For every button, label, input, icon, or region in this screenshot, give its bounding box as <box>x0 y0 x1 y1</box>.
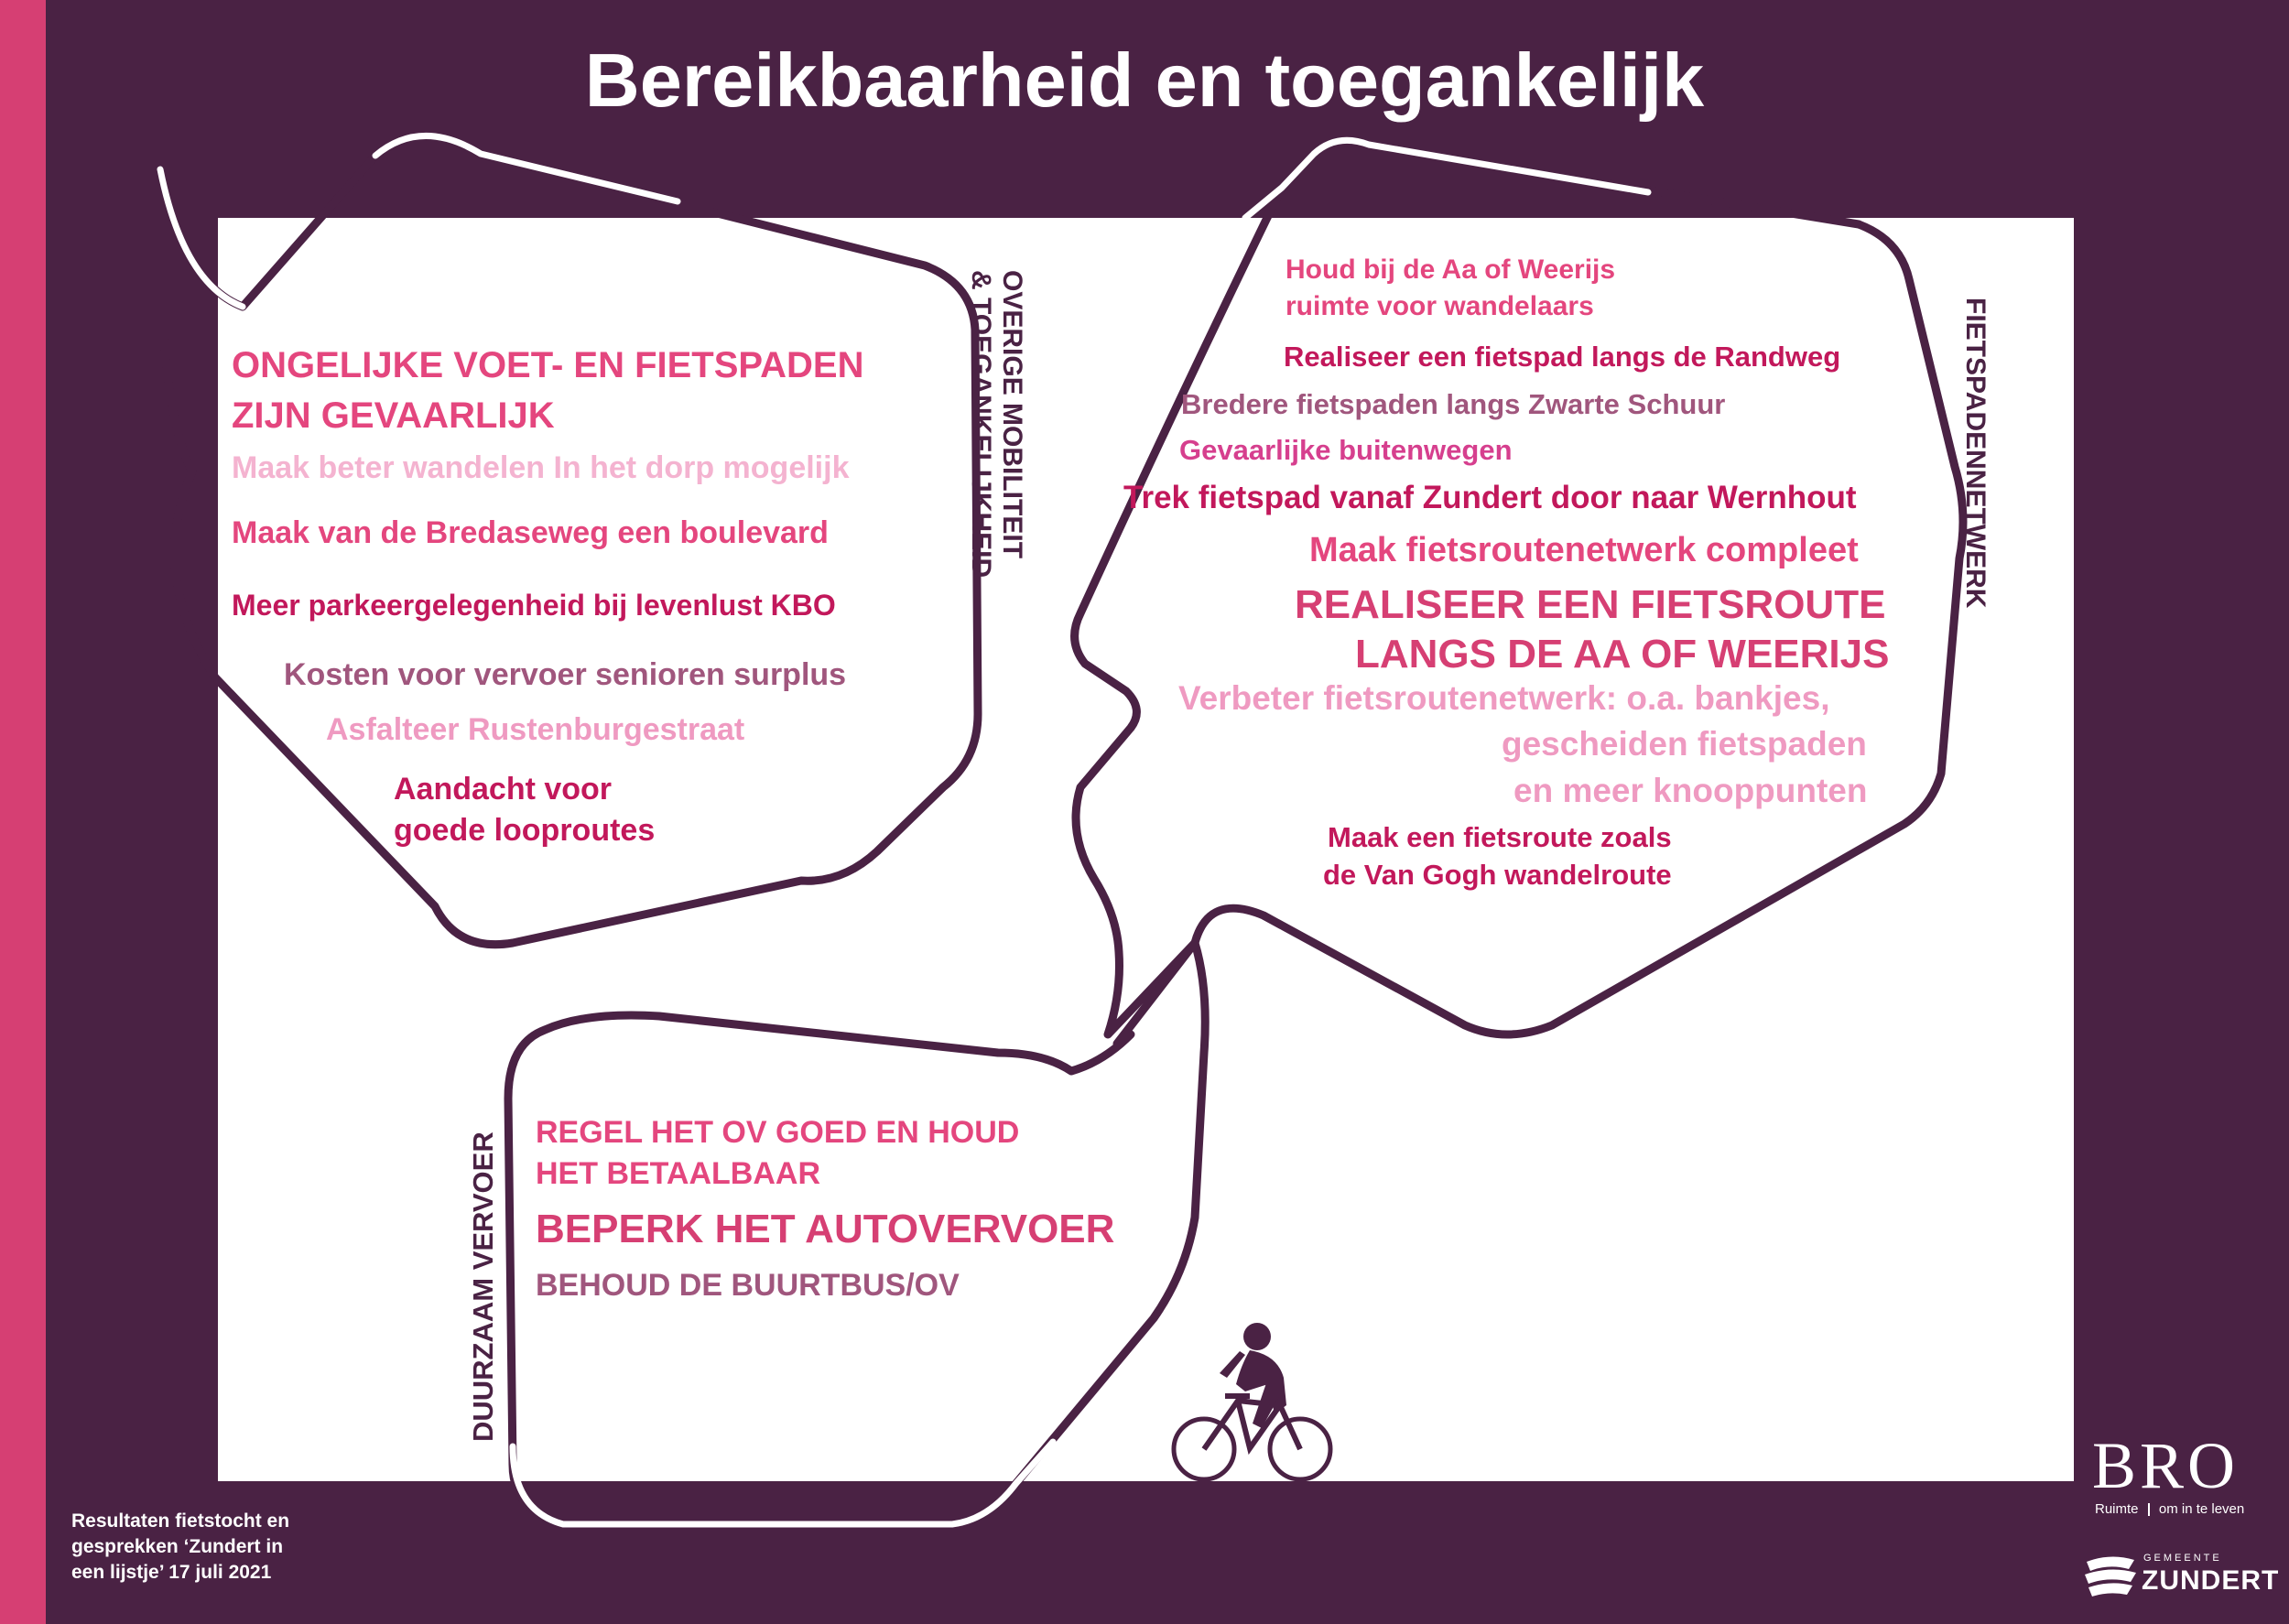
right-item-8: REALISEER EEN FIETSROUTE <box>1295 582 1886 627</box>
bro-logo: BRO <box>2092 1429 2240 1502</box>
right-item-9: LANGS DE AA OF WEERIJS <box>1355 632 1890 677</box>
left-item-5: Meer parkeergelegenheid bij levenlust KBO <box>232 589 836 622</box>
right-item-5: Gevaarlijke buitenwegen <box>1179 434 1513 466</box>
footer-line-2: gesprekken ‘Zundert in <box>71 1536 284 1557</box>
bro-tagline-1: Ruimte <box>2095 1501 2139 1517</box>
bottom-item-2: HET BETAALBAAR <box>536 1156 821 1191</box>
right-item-13: Maak een fietsroute zoals <box>1328 821 1672 853</box>
cyclist-icon <box>1174 1396 1330 1479</box>
label-duurzaam-vervoer: DUURZAAM VERVOER <box>467 1131 499 1442</box>
left-item-9: goede looproutes <box>394 813 656 848</box>
bottom-item-4: BEHOUD DE BUURTBUS/OV <box>536 1268 960 1303</box>
zundert-emblem-icon <box>2083 1551 2138 1598</box>
footer-line-3: een lijstje’ 17 juli 2021 <box>71 1562 272 1583</box>
right-item-11: gescheiden fietspaden <box>1502 725 1867 763</box>
bottom-item-3: BEPERK HET AUTOVERVOER <box>536 1207 1115 1251</box>
left-item-1: ONGELIJKE VOET- EN FIETSPADEN <box>232 345 864 385</box>
right-item-7: Maak fietsroutenetwerk compleet <box>1309 531 1859 569</box>
bottom-item-1: REGEL HET OV GOED EN HOUD <box>536 1115 1020 1150</box>
right-item-14: de Van Gogh wandelroute <box>1323 859 1672 891</box>
bro-tagline <box>2095 1501 2244 1518</box>
footer-caption <box>71 1509 289 1586</box>
left-item-6: Kosten voor vervoer senioren surplus <box>284 657 847 692</box>
bubble-bottom-highlight <box>513 1442 1053 1524</box>
right-item-1: Houd bij de Aa of Weerijs <box>1286 254 1616 285</box>
page-title: Bereikbaarheid en toegankelijk <box>584 38 1705 123</box>
right-item-4: Bredere fietspaden langs Zwarte Schuur <box>1181 388 1726 420</box>
right-item-12: en meer knooppunten <box>1513 772 1868 809</box>
zundert-name: ZUNDERT <box>2142 1565 2280 1596</box>
zundert-small-label: GEMEENTE <box>2143 1553 2222 1564</box>
label-toegankelijkheid: & TOEGANKELIJKHEID <box>966 270 996 579</box>
gemeente-zundert-logo <box>2083 1547 2280 1602</box>
left-item-8: Aandacht voor <box>394 772 613 807</box>
label-overige-mobiliteit: OVERIGE MOBILITEIT <box>997 270 1027 559</box>
label-fietspadennetwerk: FIETSPADENNETWERK <box>1960 298 1991 609</box>
right-item-6: Trek fietspad vanaf Zundert door naar Wernhout <box>1123 480 1857 515</box>
cyclist-head <box>1243 1323 1271 1350</box>
left-item-7: Asfalteer Rustenburgestraat <box>326 712 745 747</box>
left-item-2: ZIJN GEVAARLIJK <box>232 395 555 436</box>
bubble-right-highlight <box>1245 140 1648 218</box>
right-item-3: Realiseer een fietspad langs de Randweg <box>1284 341 1841 373</box>
left-item-3: Maak beter wandelen In het dorp mogelijk <box>232 450 850 485</box>
footer-line-1: Resultaten fietstocht en <box>71 1510 290 1532</box>
right-item-2: ruimte voor wandelaars <box>1286 291 1594 321</box>
bubble-left-highlight <box>160 135 678 307</box>
left-item-4: Maak van de Bredaseweg een boulevard <box>232 515 829 550</box>
right-item-10: Verbeter fietsroutenetwerk: o.a. bankjes, <box>1178 679 1830 717</box>
bro-tagline-2: om in te leven <box>2158 1501 2245 1517</box>
